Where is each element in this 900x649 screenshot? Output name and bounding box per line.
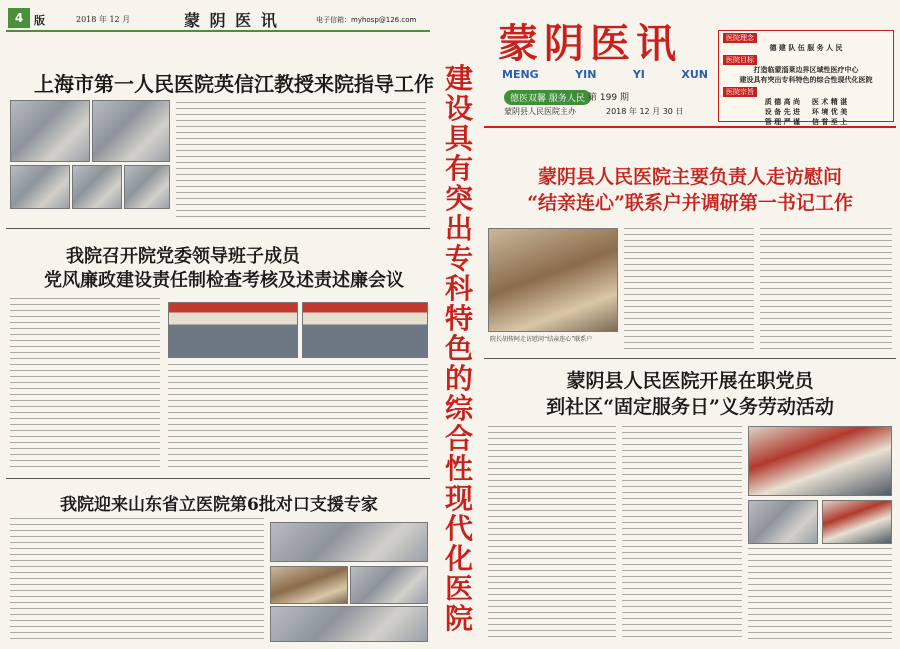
article-3-photo-1 — [270, 522, 428, 562]
host-organization: 蒙阴县人民医院主办 — [504, 107, 576, 116]
banner-char: 的 — [444, 362, 473, 395]
banner-char: 色 — [444, 332, 473, 365]
left-paper-name: 蒙 阴 医 讯 — [184, 11, 279, 30]
left-page — [6, 6, 436, 646]
banner-char: 建 — [444, 62, 473, 95]
banner-char: 现 — [444, 482, 473, 515]
right-article-1-photo — [488, 228, 618, 332]
banner-char: 专 — [444, 242, 473, 275]
right-section-divider — [484, 358, 896, 359]
masthead-rule — [484, 126, 896, 128]
pinyin-2: YIN — [575, 68, 597, 81]
section-divider-2 — [6, 478, 430, 479]
left-email: 电子信箱：myhosp@126.com — [316, 16, 417, 24]
banner-char: 院 — [444, 602, 473, 635]
article-2-photo-2 — [302, 302, 428, 358]
issue-date: 2018 年 12 月 30 日 — [606, 107, 684, 116]
info-tag-goal: 医院目标 — [723, 55, 757, 65]
banner-char: 综 — [444, 392, 473, 425]
issue-number: 第 199 期 — [588, 93, 629, 103]
banner-char: 出 — [444, 212, 473, 245]
banner-char: 性 — [444, 452, 473, 485]
article-3-body — [10, 518, 264, 642]
masthead-pinyin — [502, 68, 708, 81]
info-line-4: 质 德 高 尚 医 术 精 湛 — [764, 98, 848, 106]
right-article-2-photo-1 — [748, 426, 892, 496]
banner-char: 科 — [444, 272, 473, 305]
pinyin-1: MENG — [502, 68, 539, 81]
hospital-info-box — [718, 30, 894, 126]
right-article-1-caption: 院长胡传阿走访慰问“结亲连心”联系户 — [490, 336, 593, 343]
right-article-2-photo-3 — [822, 500, 892, 544]
article-1-body — [176, 102, 426, 220]
banner-char: 有 — [444, 152, 473, 185]
info-tag-concept: 医院理念 — [723, 33, 757, 43]
banner-char: 设 — [444, 92, 473, 125]
banner-char: 突 — [444, 182, 473, 215]
banner-char: 代 — [444, 512, 473, 545]
right-article-2-photo-2 — [748, 500, 818, 544]
right-article-2-title-line1: 蒙阴县人民医院开展在职党员 — [566, 370, 814, 392]
article-1-photo-4 — [72, 165, 122, 209]
right-article-1-title-line2: “结亲连心”联系户并调研第一书记工作 — [527, 192, 853, 214]
slogan-badge: 德医双馨 服务人民 — [504, 90, 591, 105]
right-article-2-body-col3 — [748, 548, 892, 642]
masthead-title: 蒙阴医讯 — [498, 20, 682, 67]
right-article-1-title-line1: 蒙阴县人民医院主要负责人走访慰问 — [537, 166, 842, 188]
page-number: 4 — [8, 8, 30, 28]
article-1-photo-2 — [92, 100, 170, 162]
article-1-photo-1 — [10, 100, 90, 162]
article-2-body-col1 — [10, 298, 160, 472]
article-3-title: 我院迎来山东省立医院第6批对口支援专家 — [60, 495, 378, 515]
info-line-1: 德 建 队 伍 服 务 人 民 — [769, 44, 843, 52]
pinyin-4: XUN — [681, 68, 708, 81]
banner-char: 医 — [444, 572, 473, 605]
article-3-photo-3 — [350, 566, 428, 604]
vertical-banner — [438, 64, 480, 644]
banner-char: 特 — [444, 302, 473, 335]
article-2-body-col2 — [168, 364, 428, 472]
article-2-photo-1 — [168, 302, 298, 358]
info-line-2: 打造临蒙淄莱边界区域性医疗中心 — [753, 66, 859, 74]
article-3-photo-4 — [270, 606, 428, 642]
right-article-1-body-col2 — [760, 228, 892, 350]
info-line-5: 设 备 先 进 环 境 优 美 — [764, 108, 848, 116]
banner-char: 合 — [444, 422, 473, 455]
article-2-title-line2: 党风廉政建设责任制检查考核及述责述廉会议 — [44, 270, 404, 291]
pinyin-3: YI — [632, 68, 645, 81]
right-article-2-body-col1 — [488, 426, 616, 642]
left-header — [6, 6, 430, 32]
info-tag-purpose: 医院宗旨 — [723, 87, 757, 97]
info-line-6: 管 理 严 谨 信 誉 至 上 — [764, 118, 848, 126]
article-2-title-line1: 我院召开院党委领导班子成员 — [66, 246, 300, 267]
banner-char: 具 — [444, 122, 473, 155]
banner-char: 化 — [444, 542, 473, 575]
article-1-photo-3 — [10, 165, 70, 209]
right-page — [484, 6, 896, 646]
right-article-2-body-col2 — [622, 426, 742, 642]
info-line-3: 建设具有突出专科特色的综合性现代化医院 — [739, 76, 873, 84]
article-1-photo-5 — [124, 165, 170, 209]
section-divider-1 — [6, 228, 430, 229]
left-date: 2018 年 12 月 — [76, 15, 131, 24]
article-1-title: 上海市第一人民医院英信江教授来院指导工作 — [34, 72, 434, 96]
edition-label: 版 — [34, 14, 45, 27]
article-3-photo-2 — [270, 566, 348, 604]
right-article-2-title-line2: 到社区“固定服务日”义务劳动活动 — [546, 396, 834, 418]
right-article-1-body-col1 — [624, 228, 754, 350]
